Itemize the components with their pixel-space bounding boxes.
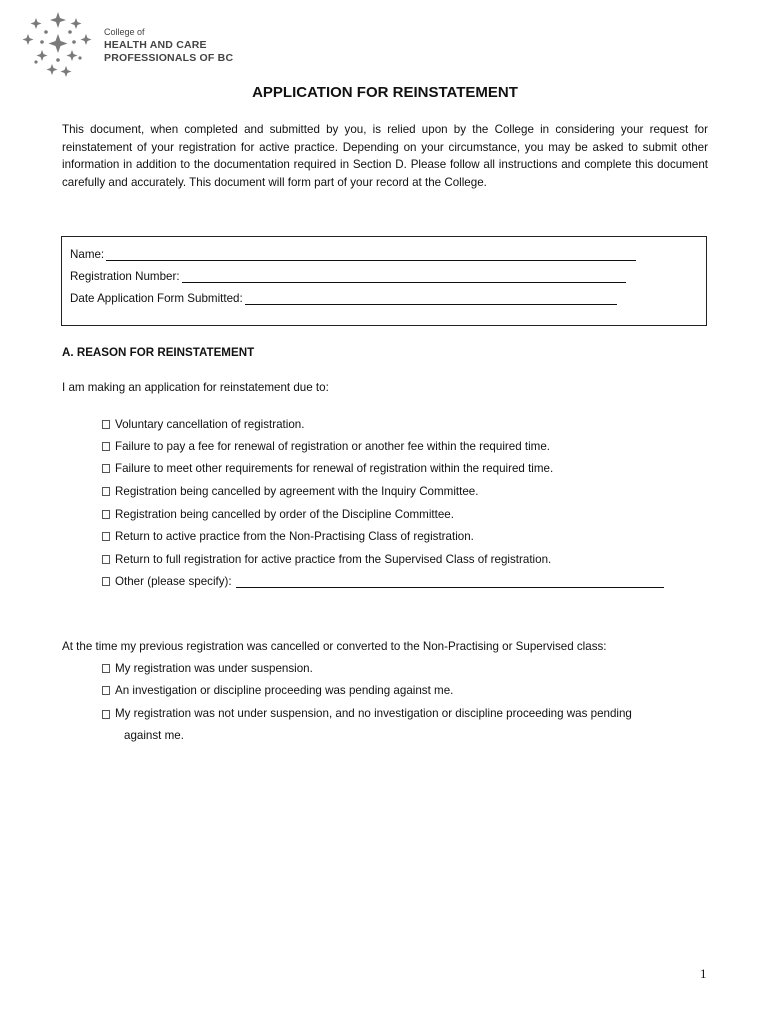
checkbox[interactable]	[102, 532, 110, 541]
applicant-info-box	[61, 236, 707, 326]
previous-status-lead-text: At the time my previous registration was cancelled or converted to the Non-Practising or Supervised class:	[62, 640, 607, 653]
option-not-under-suspension[interactable]	[102, 703, 708, 747]
other-specify-input-line[interactable]	[236, 576, 664, 588]
checkbox[interactable]	[102, 510, 110, 519]
option-under-suspension[interactable]	[102, 662, 313, 675]
option-investigation-pending[interactable]	[102, 684, 453, 697]
star-cluster-icon	[22, 10, 102, 82]
checkbox[interactable]	[102, 487, 110, 496]
option-other[interactable]	[102, 575, 664, 588]
checkbox[interactable]	[102, 577, 110, 586]
logo-text-college-of: College of	[104, 27, 145, 37]
name-label: Name:	[70, 248, 105, 261]
option-label: Registration being cancelled by agreement with the Inquiry Committee.	[115, 485, 479, 498]
option-label: Return to active practice from the Non-Practising Class of registration.	[115, 530, 474, 543]
option-failure-to-pay[interactable]	[102, 440, 550, 453]
checkbox[interactable]	[102, 442, 110, 451]
option-label-line1: My registration was not under suspension, and no investigation or discipline proceeding was pending	[115, 707, 632, 720]
option-voluntary-cancellation[interactable]	[102, 418, 304, 431]
registration-number-input-line[interactable]	[182, 270, 626, 283]
option-inquiry-committee[interactable]	[102, 485, 478, 498]
date-submitted-field[interactable]	[70, 292, 617, 305]
checkbox[interactable]	[102, 686, 110, 695]
college-logo	[22, 10, 242, 82]
option-label: Failure to meet other requirements for renewal of registration within the required time.	[115, 462, 554, 475]
option-label: Failure to pay a fee for renewal of registration or another fee within the required time.	[115, 440, 550, 453]
option-non-practising-return[interactable]	[102, 530, 474, 543]
name-input-line[interactable]	[106, 248, 636, 261]
checkbox[interactable]	[102, 555, 110, 564]
logo-text-health-and-care: HEALTH AND CARE	[104, 39, 207, 51]
checkbox[interactable]	[102, 464, 110, 473]
date-submitted-label: Date Application Form Submitted:	[70, 292, 243, 305]
option-label: Other (please specify):	[115, 575, 232, 588]
option-discipline-committee[interactable]	[102, 508, 454, 521]
date-submitted-input-line[interactable]	[245, 292, 617, 305]
page-title: APPLICATION FOR REINSTATEMENT	[252, 84, 518, 101]
intro-paragraph: This document, when completed and submitted by you, is relied upon by the College in considering your request for reinstatement of your registration for active practice. Depending on your circumstance, you may be asked to submit other information in addition to the documentation required in Section D. Please follow all instructions and complete this document carefully and accurately. This document will form part of your record at the College.	[62, 123, 708, 189]
logo-text-professionals: PROFESSIONALS OF BC	[104, 52, 234, 64]
checkbox[interactable]	[102, 420, 110, 429]
reason-lead-text: I am making an application for reinstatement due to:	[62, 381, 329, 394]
page-number: 1	[700, 966, 707, 981]
registration-number-label: Registration Number:	[70, 270, 180, 283]
checkbox[interactable]	[102, 664, 110, 673]
section-a-heading: A. REASON FOR REINSTATEMENT	[62, 346, 255, 359]
option-label: My registration was under suspension.	[115, 662, 313, 675]
option-label: Return to full registration for active practice from the Supervised Class of registration.	[115, 553, 552, 566]
option-label: Voluntary cancellation of registration.	[115, 418, 305, 431]
option-supervised-return[interactable]	[102, 553, 551, 566]
option-label-line2: against me.	[124, 729, 184, 742]
option-label: An investigation or discipline proceeding was pending against me.	[115, 684, 454, 697]
option-label: Registration being cancelled by order of the Discipline Committee.	[115, 508, 454, 521]
registration-number-field[interactable]	[70, 270, 626, 283]
checkbox[interactable]	[102, 710, 110, 719]
option-failure-requirements[interactable]	[102, 462, 553, 475]
name-field[interactable]	[70, 248, 636, 261]
